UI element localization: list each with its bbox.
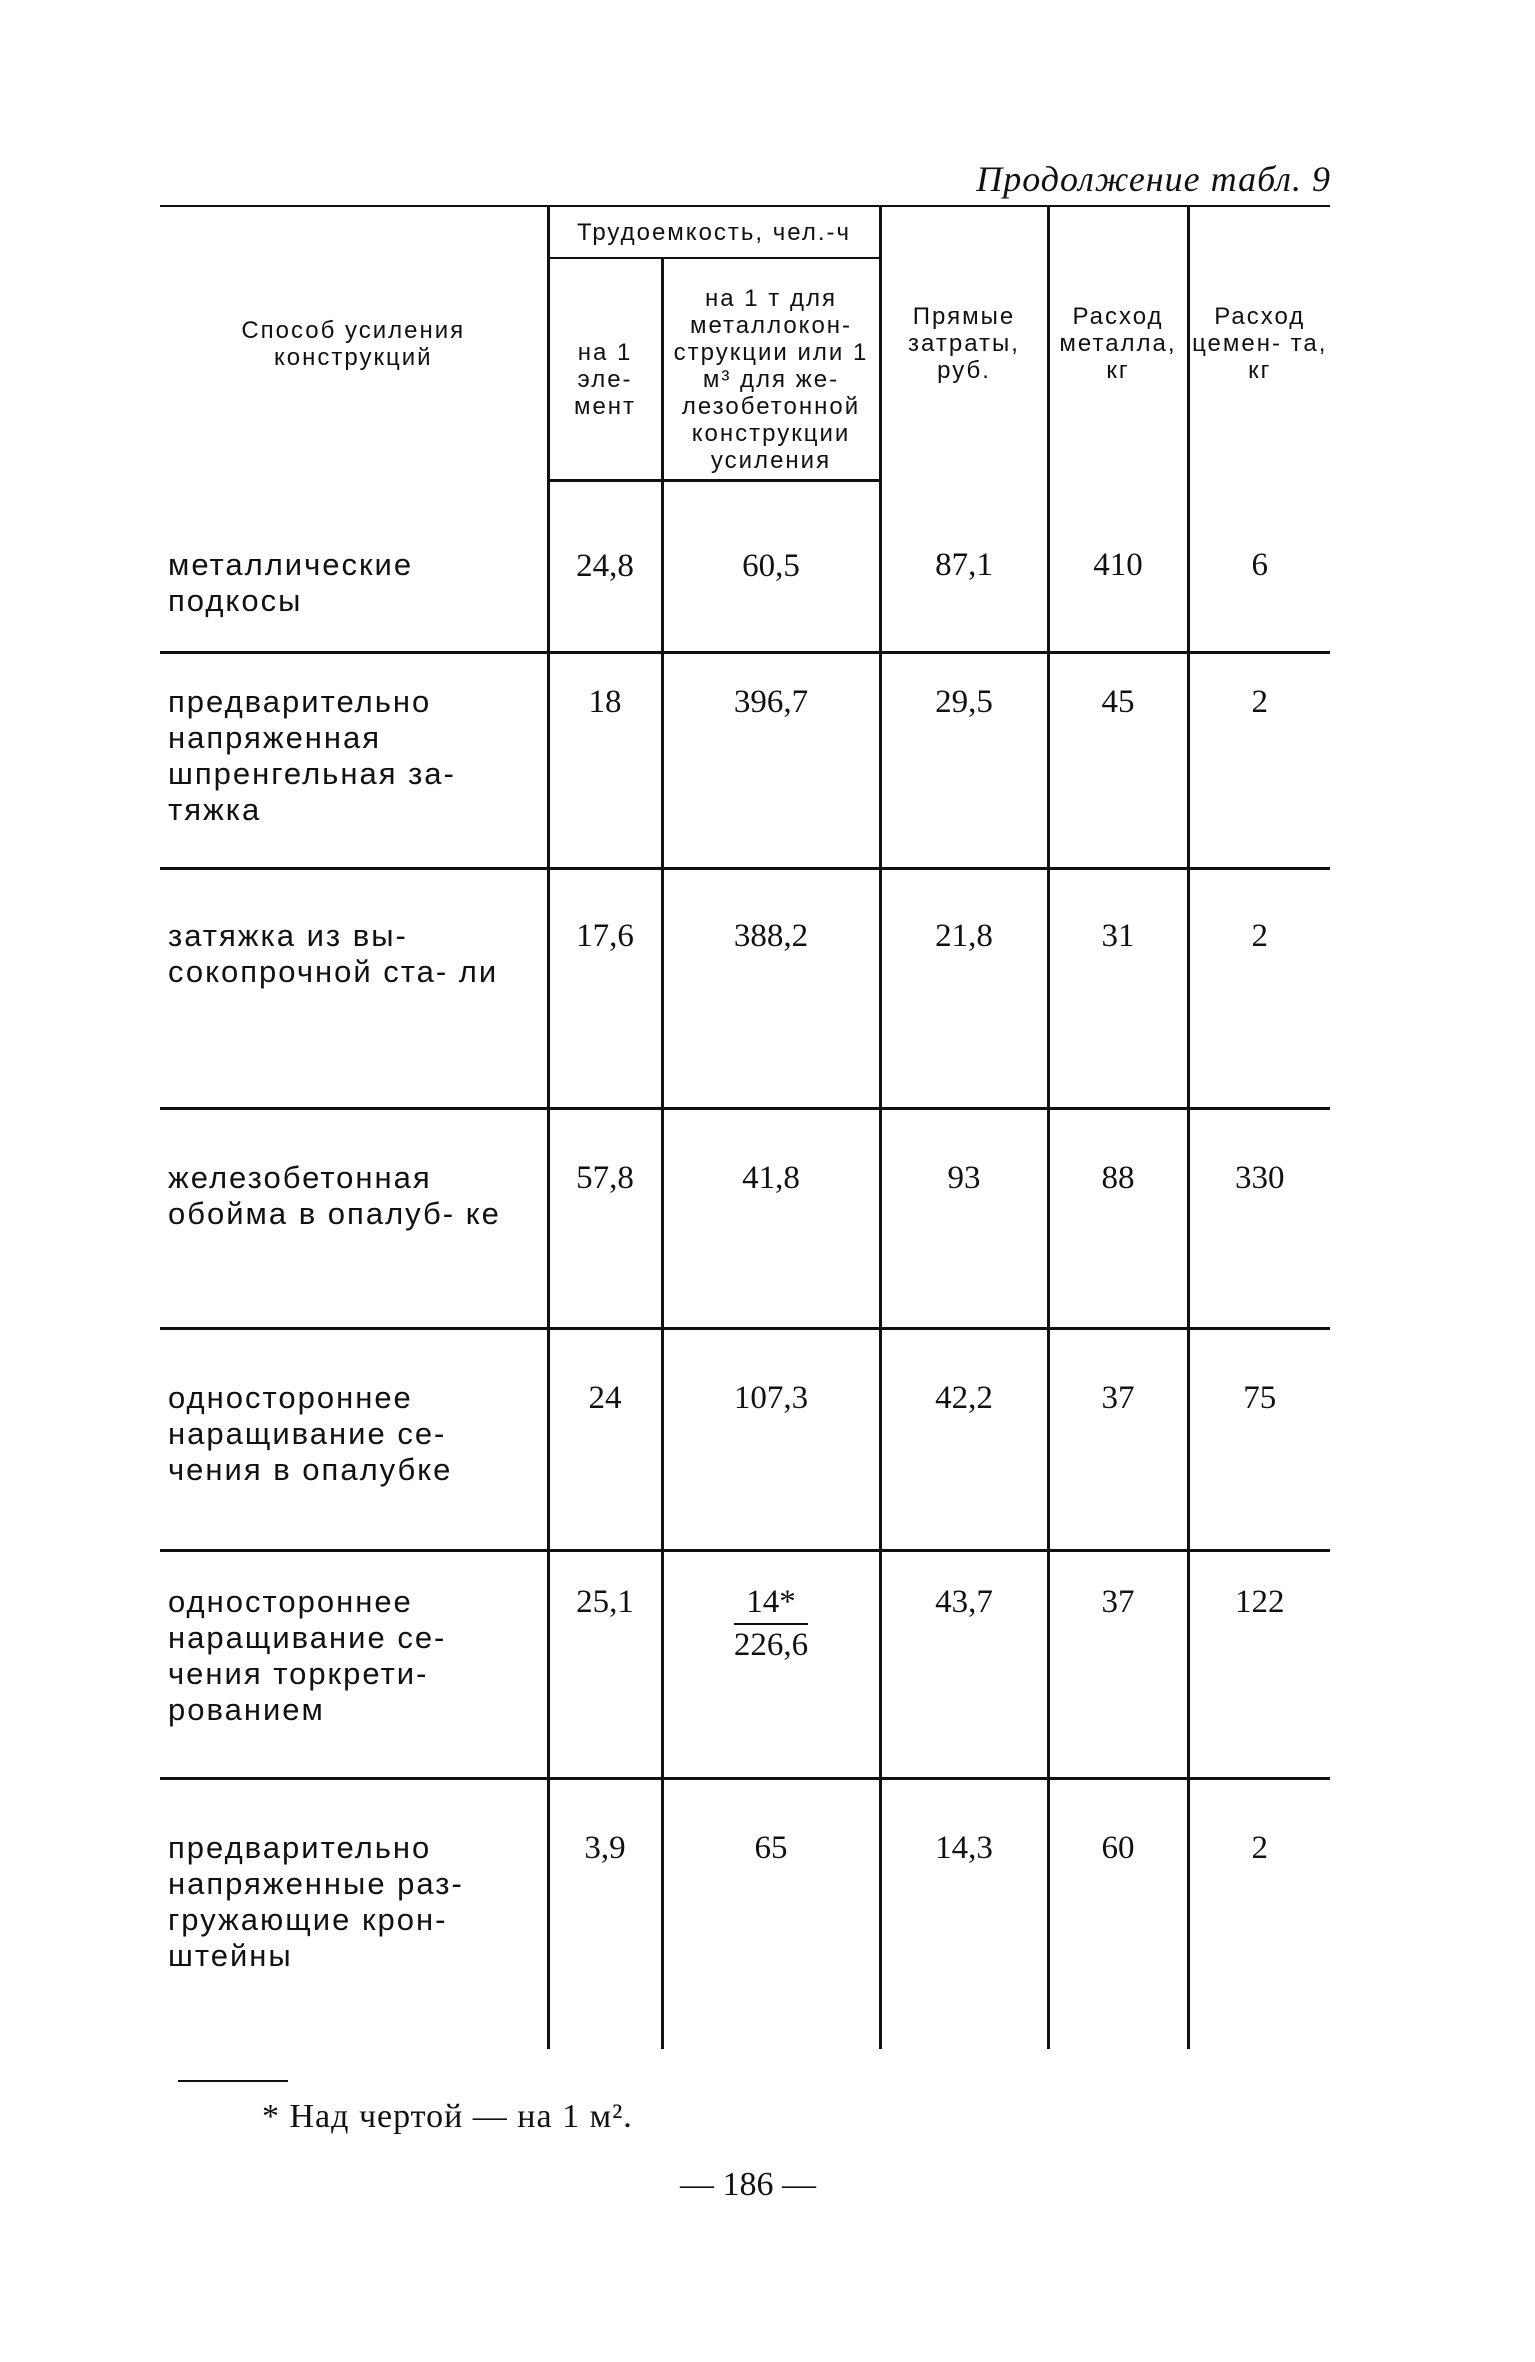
fraction-value [734, 1584, 808, 1664]
table-row [160, 869, 1330, 1109]
header-per-element: на 1 эле- мент [548, 258, 662, 481]
cell-per-ton: 65 [662, 1779, 880, 2049]
cell-per-element: 24 [548, 1329, 662, 1551]
cell-per-ton: 396,7 [662, 653, 880, 869]
cell-per-element: 17,6 [548, 869, 662, 1109]
table-caption: Продолжение табл. 9 [976, 159, 1331, 199]
cell-metal: 31 [1048, 869, 1188, 1109]
table-row [160, 653, 1330, 869]
row-method: предварительно напряженные раз- гружающие крон- штейны [168, 1830, 464, 1973]
footnote: * Над чертой — на 1 м². [262, 2098, 633, 2135]
table-row [160, 1109, 1330, 1329]
header-method: Способ усиления конструкций [241, 316, 466, 371]
cell-direct-costs: 87,1 [880, 481, 1048, 653]
table-row [160, 481, 1330, 653]
row-method: затяжка из вы- сокопрочной ста- ли [160, 869, 548, 1109]
cell-per-ton: 60,5 [662, 481, 880, 653]
cell-per-element: 3,9 [548, 1779, 662, 2049]
cell-direct-costs: 43,7 [880, 1551, 1048, 1779]
header-per-ton: на 1 т для металлокон- струкции или 1 м³ для же- лезобетонной конструкции усиления [662, 258, 880, 481]
header-direct-costs: Прямые затраты, руб. [880, 206, 1048, 481]
cell-metal: 37 [1048, 1329, 1188, 1551]
row-method: железобетонная обойма в опалуб- ке [160, 1109, 548, 1329]
cell-direct-costs: 93 [880, 1109, 1048, 1329]
cell-metal: 88 [1048, 1109, 1188, 1329]
cell-metal: 410 [1048, 481, 1188, 653]
cell-metal: 45 [1048, 653, 1188, 869]
cell-per-element: 24,8 [548, 481, 662, 653]
fraction-denominator: 226,6 [733, 1627, 809, 1663]
row-method: металлические подкосы [160, 481, 548, 653]
cell-cement: 2 [1188, 653, 1330, 869]
cell-per-ton: 41,8 [662, 1109, 880, 1329]
fraction-numerator: 14* [734, 1584, 808, 1625]
cell-cement: 122 [1188, 1551, 1330, 1779]
row-method: предварительно напряженная шпренгельная за- тяжка [160, 653, 548, 869]
data-table [160, 205, 1330, 2049]
cell-per-ton [662, 1551, 880, 1779]
header-labor-group: Трудоемкость, чел.-ч [548, 206, 880, 258]
cell-per-element: 57,8 [548, 1109, 662, 1329]
table-header [160, 206, 1330, 481]
cell-per-element: 18 [548, 653, 662, 869]
cell-per-element: 25,1 [548, 1551, 662, 1779]
header-cement-use: Расход цемен- та, кг [1188, 206, 1330, 481]
row-method: одностороннее наращивание се- чения в опалубке [160, 1329, 548, 1551]
table-row [160, 1551, 1330, 1779]
row-method: одностороннее наращивание се- чения торкрети- рованием [160, 1551, 548, 1779]
cell-cement: 2 [1188, 1779, 1330, 2049]
cell-cement: 2 [1188, 869, 1330, 1109]
table-row [160, 1329, 1330, 1551]
cell-per-ton: 388,2 [662, 869, 880, 1109]
cell-direct-costs: 21,8 [880, 869, 1048, 1109]
cell-metal: 37 [1048, 1551, 1188, 1779]
cell-cement: 330 [1188, 1109, 1330, 1329]
cell-direct-costs: 42,2 [880, 1329, 1048, 1551]
cell-cement: 6 [1188, 481, 1330, 653]
table-row [160, 1779, 1330, 2049]
cell-metal: 60 [1048, 1779, 1188, 2049]
cell-per-ton: 107,3 [662, 1329, 880, 1551]
cell-cement: 75 [1188, 1329, 1330, 1551]
footnote-rule [178, 2080, 288, 2082]
header-metal-use: Расход металла, кг [1048, 206, 1188, 481]
cell-direct-costs: 14,3 [880, 1779, 1048, 2049]
page-number: — 186 — [680, 2166, 816, 2203]
cell-direct-costs: 29,5 [880, 653, 1048, 869]
